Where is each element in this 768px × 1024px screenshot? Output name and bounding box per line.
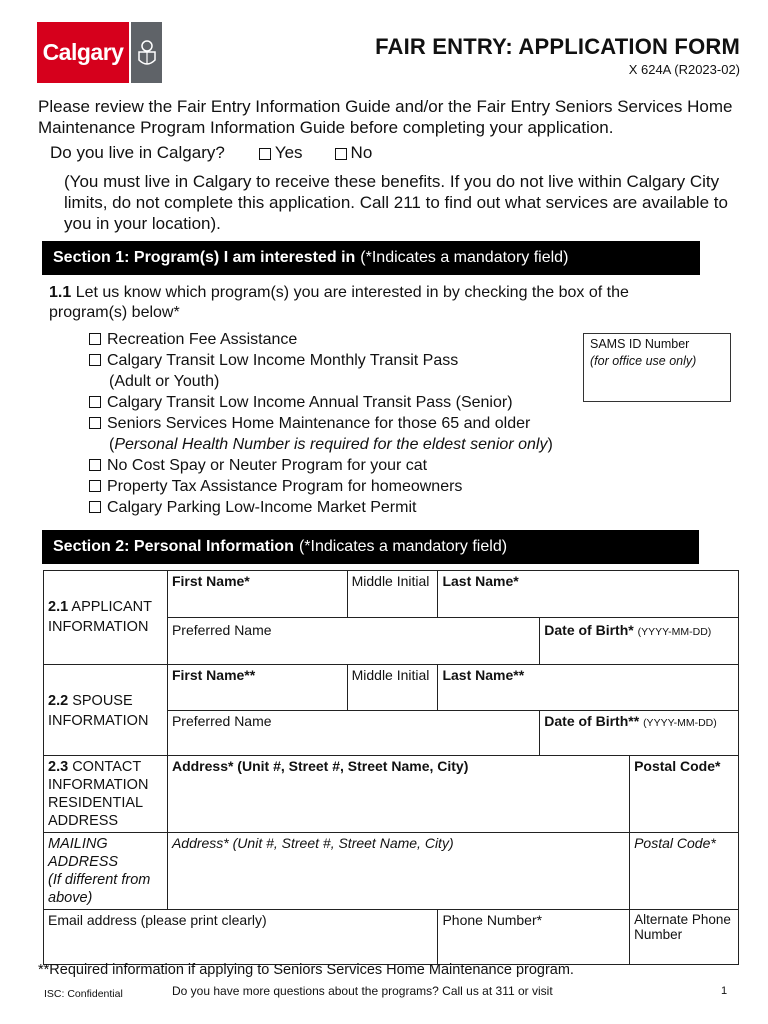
- spouse-middle-initial-field[interactable]: [347, 665, 438, 711]
- mailing-address-field[interactable]: [167, 833, 629, 910]
- page-number: 1: [721, 985, 728, 997]
- sams-label: SAMS ID Number: [590, 337, 690, 351]
- program-label: Property Tax Assistance Program for homeowners: [107, 478, 463, 495]
- program-checkbox[interactable]: [89, 480, 101, 492]
- question-text: Let us know which program(s) you are interested in by checking the box of the program(s) below*: [49, 284, 629, 321]
- classification: ISC: Confidential: [44, 988, 123, 1000]
- section-1-mandatory-note: (*Indicates a mandatory field): [360, 249, 569, 266]
- residential-label: [44, 756, 168, 833]
- field-label: Email address (please print clearly): [48, 912, 267, 928]
- program-label: Seniors Services Home Maintenance for those 65 and older: [107, 415, 531, 432]
- mailing-label: [44, 833, 168, 910]
- spouse-label: [44, 665, 168, 756]
- residency-note: (You must live in Calgary to receive these benefits. If you do not live within Calgary City limits, do not complete this application. Call 211 to find out what services are available to you in your location).: [64, 172, 728, 233]
- field-label: Alternate Phone Number: [634, 912, 731, 942]
- field-label: Postal Code*: [634, 758, 721, 774]
- applicant-number: 2.1: [48, 599, 69, 615]
- applicant-label: [44, 571, 168, 665]
- program-question: [49, 283, 689, 323]
- contact-label-text: CONTACT: [72, 759, 142, 775]
- spouse-last-name-field[interactable]: [438, 665, 739, 711]
- question-number: 1.1: [49, 284, 72, 301]
- program-item[interactable]: [89, 413, 553, 434]
- spouse-number: 2.2: [48, 693, 69, 709]
- field-label: Postal Code*: [634, 835, 716, 851]
- program-item[interactable]: [89, 392, 553, 413]
- no-checkbox[interactable]: [335, 148, 347, 160]
- residential-address-label: RESIDENTIAL ADDRESS: [48, 795, 143, 829]
- spouse-dob-field[interactable]: [540, 711, 739, 756]
- field-label: Address* (Unit #, Street #, Street Name, City): [171, 835, 454, 851]
- mailing-note: (If different from above): [48, 872, 151, 906]
- program-checkbox[interactable]: [89, 354, 101, 366]
- field-label: Date of Birth**: [544, 713, 640, 729]
- yes-checkbox[interactable]: [259, 148, 271, 160]
- email-field[interactable]: [44, 910, 438, 965]
- field-label: Date of Birth*: [544, 622, 634, 638]
- applicant-dob-field[interactable]: [540, 618, 739, 665]
- no-label: No: [350, 143, 373, 162]
- contact-label-text-2: INFORMATION: [48, 777, 149, 793]
- program-checkbox[interactable]: [89, 333, 101, 345]
- help-text: Do you have more questions about the programs? Call us at 311 or visit: [172, 984, 553, 998]
- field-label: First Name*: [171, 573, 250, 589]
- field-label: Phone Number*: [442, 912, 543, 928]
- page-title: FAIR ENTRY: APPLICATION FORM: [375, 34, 740, 59]
- personal-info-table: [43, 570, 739, 965]
- residential-address-field[interactable]: [167, 756, 629, 833]
- program-item[interactable]: [89, 455, 553, 476]
- program-subtext: (Personal Health Number is required for the eldest senior only): [109, 436, 553, 453]
- applicant-first-name-field[interactable]: [167, 571, 347, 618]
- program-checkbox[interactable]: [89, 459, 101, 471]
- field-label: First Name**: [171, 667, 256, 683]
- section-2-mandatory-note: (*Indicates a mandatory field): [298, 538, 508, 555]
- section-2-title: Section 2: Personal Information: [53, 538, 294, 555]
- spouse-preferred-name-field[interactable]: [167, 711, 539, 756]
- applicant-label-text-2: INFORMATION: [48, 619, 149, 635]
- spouse-label-text-2: INFORMATION: [48, 713, 149, 729]
- residential-postal-field[interactable]: [630, 756, 739, 833]
- field-label: Middle Initial: [351, 667, 430, 683]
- yes-label: Yes: [274, 143, 303, 162]
- applicant-middle-initial-field[interactable]: [347, 571, 438, 618]
- mailing-postal-field[interactable]: [630, 833, 739, 910]
- program-label: Recreation Fee Assistance: [107, 331, 298, 348]
- field-label: Last Name**: [442, 667, 525, 683]
- form-number: X 624A (R2023-02): [628, 62, 740, 77]
- program-label: No Cost Spay or Neuter Program for your cat: [107, 457, 428, 474]
- field-label: Middle Initial: [351, 573, 430, 589]
- program-item[interactable]: [89, 329, 553, 350]
- program-label: Calgary Transit Low Income Monthly Transit Pass: [107, 352, 459, 369]
- program-label: Calgary Transit Low Income Annual Transit Pass (Senior): [107, 394, 513, 411]
- field-label: Preferred Name: [171, 713, 272, 729]
- field-label: Preferred Name: [171, 622, 272, 638]
- program-item[interactable]: [89, 350, 553, 371]
- field-label: Address* (Unit #, Street #, Street Name, City): [171, 758, 469, 774]
- program-checkbox[interactable]: [89, 501, 101, 513]
- contact-number: 2.3: [48, 759, 69, 775]
- applicant-last-name-field[interactable]: [438, 571, 739, 618]
- program-item[interactable]: [89, 497, 553, 518]
- alt-phone-field[interactable]: [630, 910, 739, 965]
- applicant-preferred-name-field[interactable]: [167, 618, 539, 665]
- sams-note: (for office use only): [590, 354, 697, 368]
- section-2-header: [42, 530, 699, 564]
- logo-text: Calgary: [42, 39, 124, 65]
- no-option[interactable]: [335, 143, 373, 163]
- program-label: Calgary Parking Low-Income Market Permit: [107, 499, 417, 516]
- dob-format: (YYYY-MM-DD): [643, 717, 717, 729]
- review-instructions: Please review the Fair Entry Information Guide and/or the Fair Entry Seniors Services Home Maintenance Program Information Guide before completing your application.: [38, 97, 733, 137]
- residency-question: [50, 143, 372, 163]
- spouse-first-name-field[interactable]: [167, 665, 347, 711]
- section-1-header: [42, 241, 700, 275]
- program-list: [89, 329, 553, 518]
- residency-question-text: Do you live in Calgary?: [50, 143, 225, 162]
- city-crest-icon: [131, 22, 162, 83]
- crest-icon: [135, 38, 159, 68]
- program-checkbox[interactable]: [89, 417, 101, 429]
- calgary-logo: [37, 22, 129, 83]
- phn-note: Personal Health Number is required for the eldest senior only: [114, 436, 548, 453]
- dob-format: (YYYY-MM-DD): [637, 626, 712, 638]
- footnote: **Required information if applying to Seniors Services Home Maintenance program.: [38, 962, 574, 978]
- sams-id-box[interactable]: [583, 333, 731, 402]
- field-label: Last Name*: [442, 573, 519, 589]
- yes-option[interactable]: [259, 143, 303, 163]
- program-item[interactable]: [89, 476, 553, 497]
- mailing-address-label: MAILING ADDRESS: [48, 836, 119, 870]
- program-checkbox[interactable]: [89, 396, 101, 408]
- applicant-label-text: APPLICANT: [71, 599, 152, 615]
- section-1-title: Section 1: Program(s) I am interested in: [53, 249, 356, 266]
- program-subtext: (Adult or Youth): [109, 373, 220, 390]
- phone-field[interactable]: [438, 910, 630, 965]
- spouse-label-text: SPOUSE: [72, 693, 133, 709]
